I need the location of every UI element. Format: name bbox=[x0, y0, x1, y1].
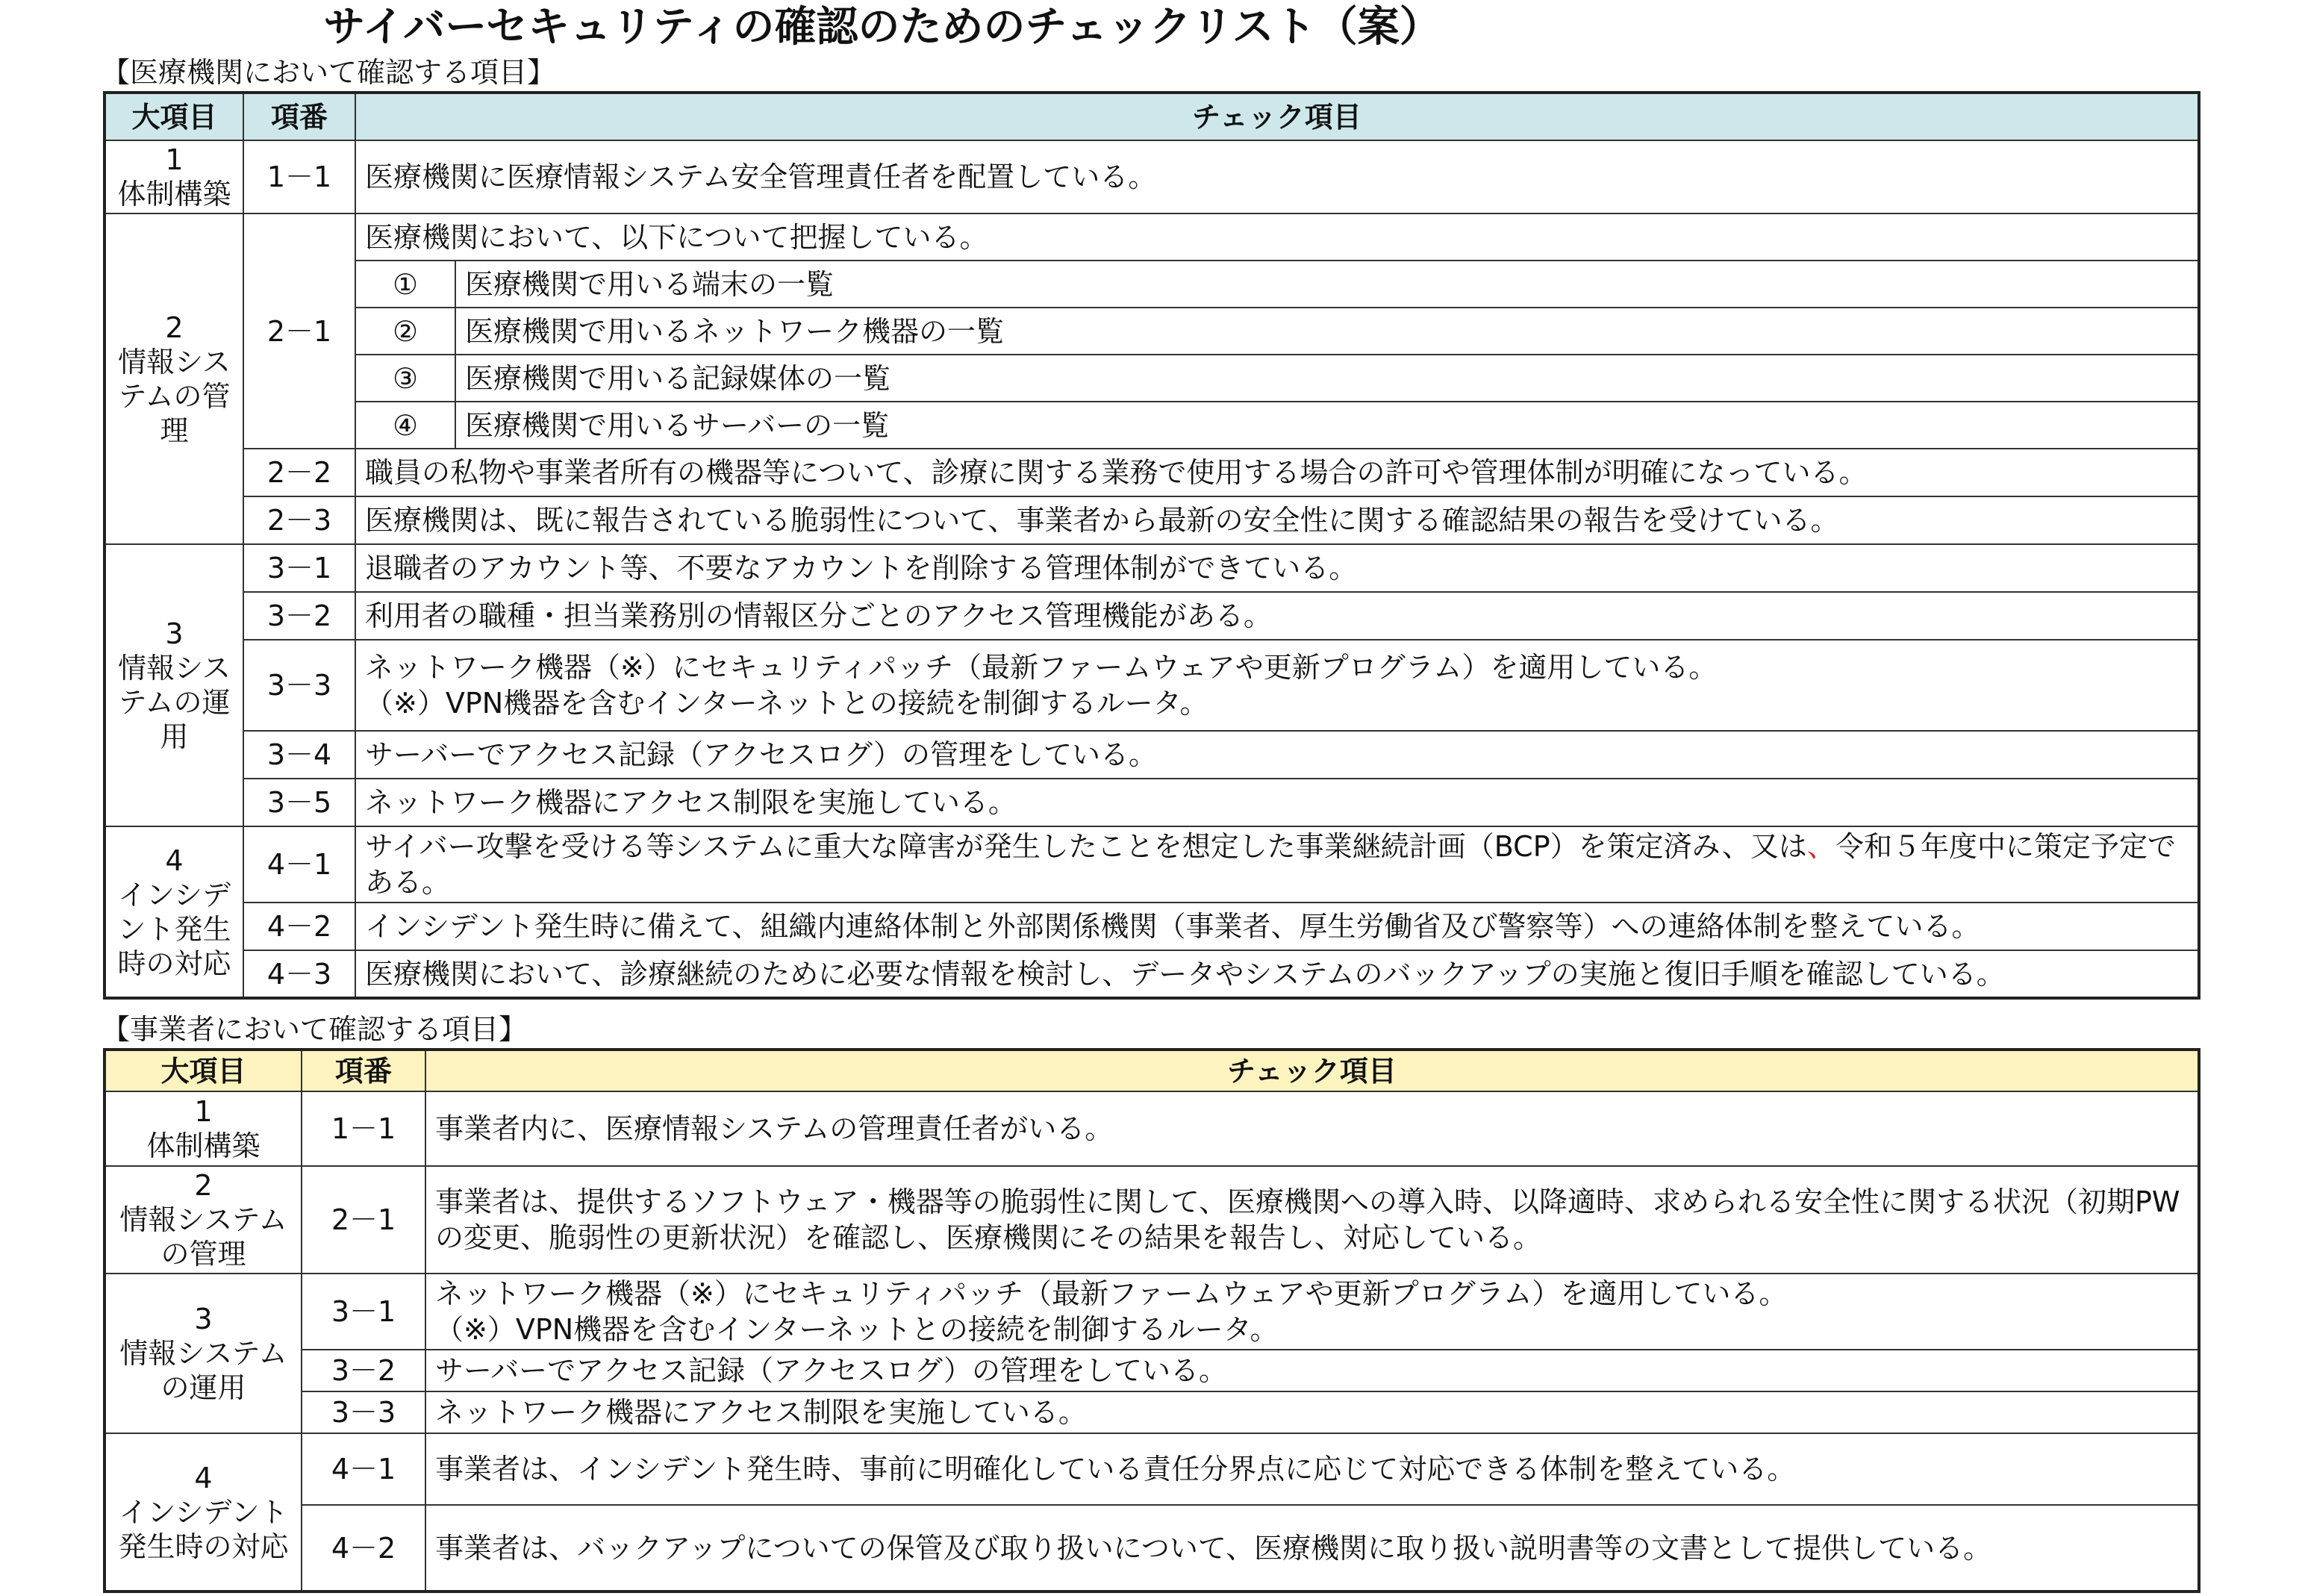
item-text: ネットワーク機器にアクセス制限を実施している。 bbox=[425, 1391, 2199, 1433]
item-text: ネットワーク機器（※）にセキュリティパッチ（最新ファームウェアや更新プログラム）を適用している。 bbox=[365, 651, 1718, 684]
category-name: インシデント発生時の対応 bbox=[117, 878, 231, 980]
header-category: 大項目 bbox=[105, 93, 243, 140]
table-row bbox=[105, 1166, 2199, 1274]
sub-item-row bbox=[105, 308, 2199, 355]
item-number: 2－3 bbox=[243, 496, 355, 544]
table-header-row bbox=[105, 93, 2199, 140]
item-number: 4－2 bbox=[243, 903, 355, 950]
table-row bbox=[105, 140, 2199, 213]
item-number: 4－1 bbox=[243, 826, 355, 903]
sub-item-row bbox=[105, 355, 2199, 402]
category-number: 2 bbox=[194, 1169, 213, 1202]
category-number: 2 bbox=[165, 311, 184, 344]
category-name: 情報システムの管理 bbox=[118, 345, 231, 447]
item-text: 医療機関に医療情報システム安全管理責任者を配置している。 bbox=[355, 140, 2199, 213]
item-text: 医療機関は、既に報告されている脆弱性について、事業者から最新の安全性に関する確認結果の報告を受けている。 bbox=[355, 496, 2199, 544]
category-cell bbox=[105, 1166, 302, 1274]
item-number: 2－1 bbox=[243, 213, 355, 449]
header-item: チェック項目 bbox=[355, 93, 2199, 140]
page-title: サイバーセキュリティの確認のためのチェックリスト（案） bbox=[323, 3, 1441, 52]
item-number: 3－1 bbox=[243, 544, 355, 592]
item-number: 2－1 bbox=[302, 1166, 425, 1274]
section-label-vendor: 【事業者において確認する項目】 bbox=[102, 1013, 528, 1046]
table-row bbox=[105, 1433, 2199, 1505]
table-row bbox=[105, 640, 2199, 731]
category-name: 情報システムの運用 bbox=[118, 652, 231, 753]
sub-item-mark: ④ bbox=[355, 402, 455, 449]
item-text: ネットワーク機器（※）にセキュリティパッチ（最新ファームウェアや更新プログラム）を適用している。 bbox=[435, 1277, 1788, 1310]
item-number: 3－3 bbox=[302, 1391, 425, 1433]
sub-item-mark: ② bbox=[355, 308, 455, 355]
category-name: 情報システムの運用 bbox=[119, 1337, 287, 1404]
category-number: 1 bbox=[165, 143, 184, 176]
header-number: 項番 bbox=[302, 1050, 425, 1091]
item-text: 医療機関において、診療継続のために必要な情報を検討し、データやシステムのバックアップの実施と復旧手順を確認している。 bbox=[355, 950, 2199, 998]
category-cell bbox=[105, 213, 243, 544]
sub-item-text: 医療機関で用いる端末の一覧 bbox=[455, 261, 2199, 308]
table-row bbox=[105, 1391, 2199, 1433]
table-header-row bbox=[105, 1050, 2199, 1091]
category-cell bbox=[105, 826, 243, 998]
medical-checklist-table bbox=[103, 91, 2200, 1000]
red-comma-mark: 、 bbox=[1806, 830, 1835, 863]
item-number: 3－2 bbox=[302, 1350, 425, 1391]
item-number: 3－3 bbox=[243, 640, 355, 731]
table-row bbox=[105, 496, 2199, 544]
item-note: （※）VPN機器を含むインターネットとの接続を制御するルータ。 bbox=[365, 687, 1208, 720]
category-name: 体制構築 bbox=[117, 178, 231, 211]
item-number: 1－1 bbox=[302, 1091, 425, 1166]
table-row bbox=[105, 731, 2199, 779]
category-cell bbox=[105, 140, 243, 213]
item-text-cell bbox=[425, 1274, 2199, 1350]
category-number: 4 bbox=[194, 1461, 213, 1494]
vendor-checklist-table bbox=[103, 1048, 2200, 1593]
item-text: サイバー攻撃を受ける等システムに重大な障害が発生したことを想定した事業継続計画（BCP）を策定済み、又は bbox=[365, 830, 1807, 863]
table-row bbox=[105, 903, 2199, 950]
category-cell bbox=[105, 1274, 302, 1433]
category-number: 3 bbox=[194, 1303, 213, 1335]
item-text: 事業者内に、医療情報システムの管理責任者がいる。 bbox=[425, 1091, 2199, 1166]
table-row bbox=[105, 1350, 2199, 1391]
category-number: 4 bbox=[165, 844, 184, 877]
category-number: 1 bbox=[194, 1095, 213, 1128]
item-number: 3－1 bbox=[302, 1274, 425, 1350]
table-row bbox=[105, 213, 2199, 261]
item-text: 医療機関において、以下について把握している。 bbox=[355, 213, 2199, 261]
item-text: 事業者は、バックアップについての保管及び取り扱いについて、医療機関に取り扱い説明書等の文書として提供している。 bbox=[425, 1505, 2199, 1592]
item-text: 退職者のアカウント等、不要なアカウントを削除する管理体制ができている。 bbox=[355, 544, 2199, 592]
item-number: 4－1 bbox=[302, 1433, 425, 1505]
category-name: 情報システムの管理 bbox=[119, 1203, 287, 1271]
sub-item-mark: ① bbox=[355, 261, 455, 308]
sub-item-row bbox=[105, 402, 2199, 449]
table-row bbox=[105, 592, 2199, 640]
item-text: 利用者の職種・担当業務別の情報区分ごとのアクセス管理機能がある。 bbox=[355, 592, 2199, 640]
section-label-medical: 【医療機関において確認する項目】 bbox=[102, 56, 556, 89]
sub-item-text: 医療機関で用いるネットワーク機器の一覧 bbox=[455, 308, 2199, 355]
item-text-cell bbox=[355, 826, 2199, 903]
sub-item-text: 医療機関で用いる記録媒体の一覧 bbox=[455, 355, 2199, 402]
item-text: 職員の私物や事業者所有の機器等について、診療に関する業務で使用する場合の許可や管理体制が明確になっている。 bbox=[355, 449, 2199, 496]
item-number: 4－3 bbox=[243, 950, 355, 998]
category-number: 3 bbox=[165, 617, 184, 650]
item-note: （※）VPN機器を含むインターネットとの接続を制御するルータ。 bbox=[435, 1313, 1279, 1346]
item-text: サーバーでアクセス記録（アクセスログ）の管理をしている。 bbox=[355, 731, 2199, 779]
item-number: 4－2 bbox=[302, 1505, 425, 1592]
item-text: 事業者は、提供するソフトウェア・機器等の脆弱性に関して、医療機関への導入時、以降適時、求められる安全性に関する状況（初期PWの変更、脆弱性の更新状況）を確認し、医療機関にその結果を報告し、対応している。 bbox=[425, 1166, 2199, 1274]
table-row bbox=[105, 1505, 2199, 1592]
table-row bbox=[105, 826, 2199, 903]
table-row bbox=[105, 544, 2199, 592]
category-cell bbox=[105, 1433, 302, 1592]
header-number: 項番 bbox=[243, 93, 355, 140]
item-text: インシデント発生時に備えて、組織内連絡体制と外部関係機関（事業者、厚生労働省及び警察等）への連絡体制を整えている。 bbox=[355, 903, 2199, 950]
item-number: 3－5 bbox=[243, 779, 355, 826]
table-row bbox=[105, 1091, 2199, 1166]
item-text: ネットワーク機器にアクセス制限を実施している。 bbox=[355, 779, 2199, 826]
header-category: 大項目 bbox=[105, 1050, 302, 1091]
table-row bbox=[105, 1274, 2199, 1350]
item-text: 事業者は、インシデント発生時、事前に明確化している責任分界点に応じて対応できる体制を整えている。 bbox=[425, 1433, 2199, 1505]
sub-item-mark: ③ bbox=[355, 355, 455, 402]
table-row bbox=[105, 449, 2199, 496]
item-number: 2－2 bbox=[243, 449, 355, 496]
item-number: 3－2 bbox=[243, 592, 355, 640]
item-number: 1－1 bbox=[243, 140, 355, 213]
category-name: 体制構築 bbox=[146, 1129, 261, 1162]
category-cell bbox=[105, 1091, 302, 1166]
item-text-cell bbox=[355, 640, 2199, 731]
item-text: サーバーでアクセス記録（アクセスログ）の管理をしている。 bbox=[425, 1350, 2199, 1391]
header-item: チェック項目 bbox=[425, 1050, 2199, 1091]
sub-item-text: 医療機関で用いるサーバーの一覧 bbox=[455, 402, 2199, 449]
item-text-continued: 令和５年度中に策定予定である。 bbox=[365, 830, 2176, 899]
category-name: インシデント発生時の対応 bbox=[118, 1495, 289, 1563]
table-row bbox=[105, 779, 2199, 826]
table-row bbox=[105, 950, 2199, 998]
category-cell bbox=[105, 544, 243, 826]
sub-item-row bbox=[105, 261, 2199, 308]
item-number: 3－4 bbox=[243, 731, 355, 779]
